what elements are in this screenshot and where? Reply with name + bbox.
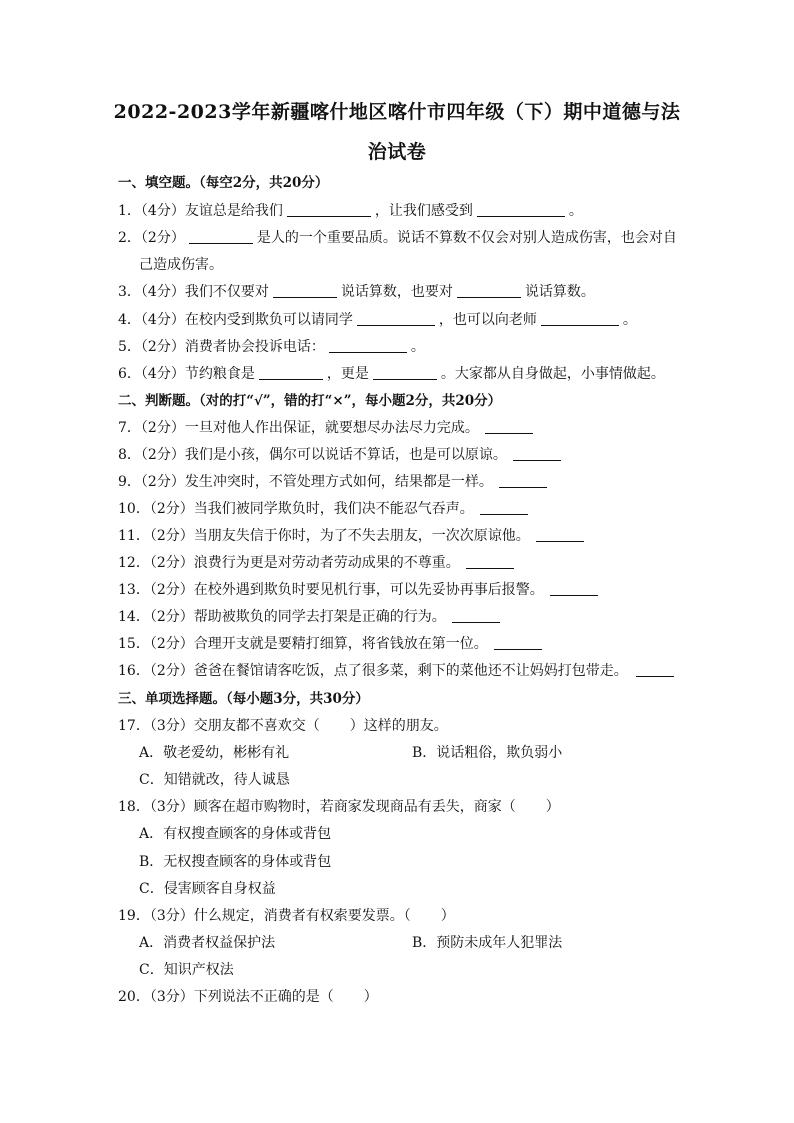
q18-option-a[interactable]: A．有权搜查顾客的身体或背包 [139,826,332,842]
answer-blank[interactable] [485,419,533,434]
question-15: 15．（2分）合理开支就是要精打细算，将省钱放在第一位。 [118,635,542,653]
question-11: 11．（2分）当朋友失信于你时，为了不失去朋友，一次次原谅他。 [118,527,584,545]
question-1: 1．（4分）友谊总是给我们 ，让我们感受到 。 [118,203,583,219]
section-true-false-heading: 二、判断题。（对的打“√”，错的打“×”，每小题2分，共20分） [118,393,502,409]
answer-blank[interactable] [329,338,407,353]
q17-option-b[interactable]: B．说话粗俗，欺负弱小 [412,745,563,761]
answer-blank[interactable] [457,283,521,298]
answer-blank[interactable] [259,365,323,380]
answer-blank[interactable] [536,527,584,542]
answer-blank[interactable] [477,202,565,217]
question-8: 8．（2分）我们是小孩，偶尔可以说话不算话，也是可以原谅。 [118,446,561,464]
answer-blank[interactable] [273,283,337,298]
question-2: 2．（2分） 是人的一个重要品质。说话不算数不仅会对别人造成伤害，也会对自 [118,230,677,246]
question-5: 5．（2分）消费者协会投诉电话： 。 [118,339,425,355]
title-line-2: 治试卷 [367,141,427,163]
question-16: 16．（2分）爸爸在餐馆请客吃饭，点了很多菜，剩下的菜他还不让妈妈打包带走。 [118,662,674,680]
answer-blank[interactable] [480,500,528,515]
question-9: 9．（2分）发生冲突时，不管处理方式如何，结果都是一样。 [118,473,547,491]
question-2-continued: 己造成伤害。 [139,257,223,273]
answer-blank[interactable] [541,311,619,326]
answer-blank[interactable] [636,662,674,677]
q19-option-b[interactable]: B．预防未成年人犯罪法 [412,935,563,951]
question-14: 14．（2分）帮助被欺负的同学去打架是正确的行为。 [118,608,500,626]
question-4: 4．（4分）在校内受到欺负可以请同学 ，也可以向老师 。 [118,312,637,328]
question-20: 20．（3分）下列说法不正确的是（ ） [118,989,378,1005]
question-7: 7．（2分）一旦对他人作出保证，就要想尽办法尽力完成。 [118,419,533,437]
answer-blank[interactable] [513,446,561,461]
answer-blank[interactable] [189,229,253,244]
page-title [100,92,694,172]
answer-blank[interactable] [373,365,437,380]
q18-option-b[interactable]: B．无权搜查顾客的身体或背包 [139,854,332,870]
section-fill-blank-heading: 一、填空题。（每空2分，共20分） [118,175,329,191]
answer-blank[interactable] [494,635,542,650]
question-17: 17．（3分）交朋友都不喜欢交（ ）这样的朋友。 [118,718,448,734]
question-3: 3．（4分）我们不仅要对 说话算数，也要对 说话算数。 [118,284,595,300]
q18-option-c[interactable]: C．侵害顾客自身权益 [139,881,276,897]
question-19: 19．（3分）什么规定，消费者有权索要发票。（ ） [118,908,455,924]
question-13: 13．（2分）在校外遇到欺负时要见机行事，可以先妥协再事后报警。 [118,581,598,599]
question-18: 18．（3分）顾客在超市购物时，若商家发现商品有丢失，商家（ ） [118,799,560,815]
q17-option-a[interactable]: A．敬老爱幼，彬彬有礼 [139,745,290,761]
answer-blank[interactable] [499,473,547,488]
q19-option-a[interactable]: A．消费者权益保护法 [139,935,276,951]
answer-blank[interactable] [550,581,598,596]
answer-blank[interactable] [357,311,435,326]
section-multiple-choice-heading: 三、单项选择题。（每小题3分，共30分） [118,691,369,707]
q17-option-c[interactable]: C．知错就改，待人诚恳 [139,772,290,788]
question-10: 10．（2分）当我们被同学欺负时，我们决不能忍气吞声。 [118,500,528,518]
answer-blank[interactable] [452,608,500,623]
question-12: 12．（2分）浪费行为更是对劳动者劳动成果的不尊重。 [118,554,514,572]
answer-blank[interactable] [466,554,514,569]
q19-option-c[interactable]: C．知识产权法 [139,962,234,978]
title-line-1: 2022-2023学年新疆喀什地区喀什市四年级（下）期中道德与法 [113,101,681,123]
answer-blank[interactable] [287,202,371,217]
question-6: 6．（4分）节约粮食是 ，更是 。大家都从自身做起，小事情做起。 [118,366,665,382]
